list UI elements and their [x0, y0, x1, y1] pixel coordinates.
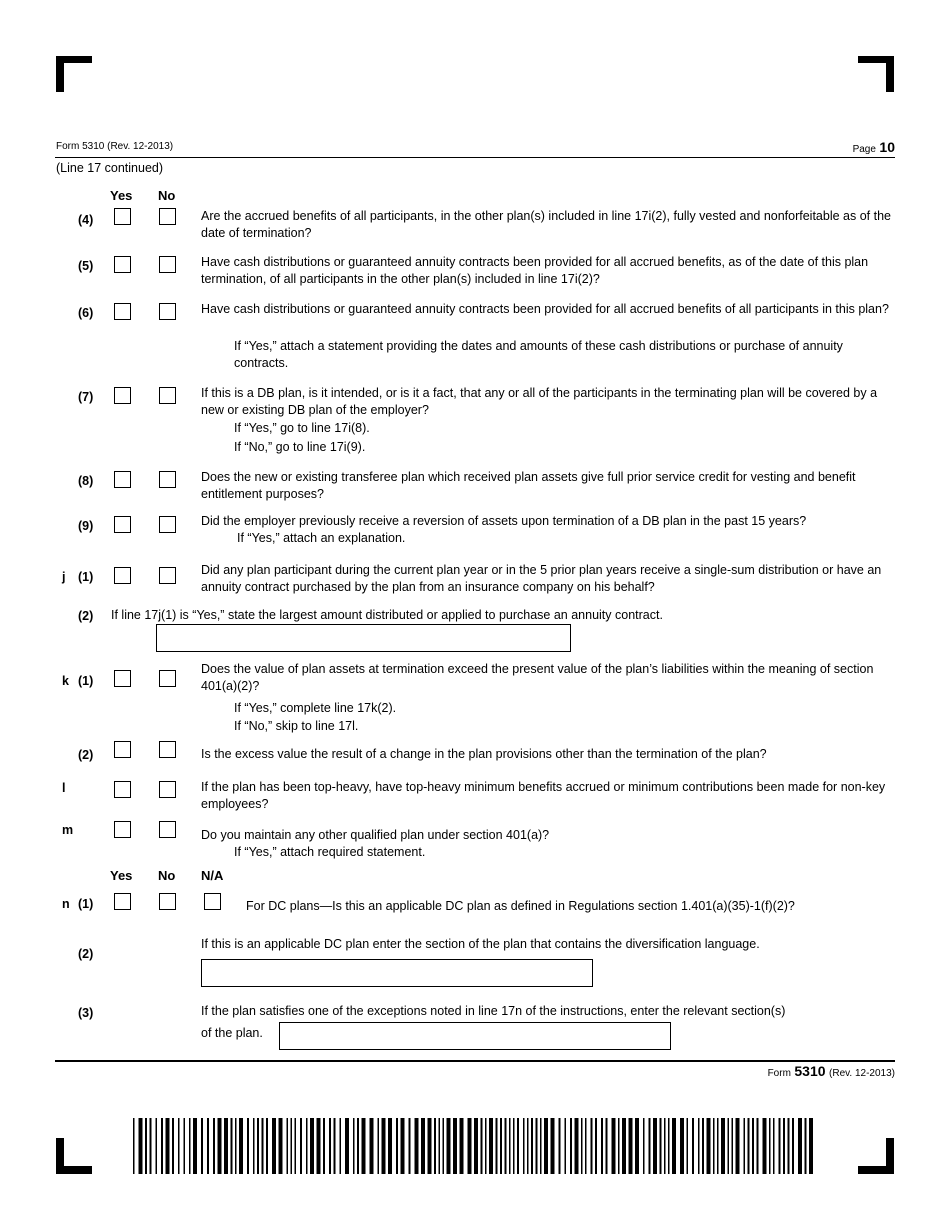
barcode-bar — [668, 1118, 670, 1174]
row-l-letter: l — [62, 781, 66, 795]
row-4-number: (4) — [78, 213, 94, 227]
barcode-bar — [565, 1118, 567, 1174]
barcode-bar — [184, 1118, 186, 1174]
barcode-bar — [300, 1118, 302, 1174]
barcode-bar — [172, 1118, 174, 1174]
barcode-bar — [680, 1118, 684, 1174]
row-6-question: Have cash distributions or guaranteed annuity contracts been provided for all accrued benefits of all participants in this plan? — [201, 302, 889, 316]
row-k-letter: k — [62, 674, 69, 688]
row-5-yes-checkbox[interactable] — [114, 256, 131, 273]
column-no: No — [158, 188, 176, 203]
barcode-bar — [474, 1118, 478, 1174]
row-9-yes-checkbox[interactable] — [114, 516, 131, 533]
row-k2-no-checkbox[interactable] — [159, 741, 176, 758]
barcode-bar — [489, 1118, 493, 1174]
barcode-bar — [536, 1118, 538, 1174]
page-number-value: 10 — [879, 139, 895, 155]
barcode-bar — [272, 1118, 276, 1174]
row-n3-question-cont: of the plan. — [201, 1026, 263, 1040]
row-6-instruction: If “Yes,” attach a statement providing the dates and amounts of these cash distributions or purchase of annuity contracts. — [234, 339, 843, 370]
row-n2-number: (2) — [78, 947, 94, 961]
barcode-bar — [687, 1118, 689, 1174]
barcode-bar — [672, 1118, 676, 1174]
barcode-bar — [752, 1118, 754, 1174]
barcode-bar — [635, 1118, 639, 1174]
barcode-bar — [329, 1118, 331, 1174]
barcode-bar — [409, 1118, 411, 1174]
barcode-bar — [559, 1118, 561, 1174]
row-7-yes-checkbox[interactable] — [114, 387, 131, 404]
barcode-bar — [382, 1118, 386, 1174]
barcode-bar — [643, 1118, 645, 1174]
row-7-instruction-yes: If “Yes,” go to line 17i(8). — [234, 421, 370, 435]
barcode-bar — [664, 1118, 666, 1174]
continued-label: (Line 17 continued) — [56, 161, 164, 175]
barcode-bar — [345, 1118, 349, 1174]
barcode-bar — [544, 1118, 548, 1174]
row-9-number: (9) — [78, 519, 94, 533]
barcode-bar — [201, 1118, 203, 1174]
barcode-bar — [531, 1118, 533, 1174]
barcode-bar — [783, 1118, 785, 1174]
row-n1-yes-checkbox[interactable] — [114, 893, 131, 910]
barcode-bar — [334, 1118, 336, 1174]
row-6-number: (6) — [78, 306, 94, 320]
page-word: Page — [852, 144, 876, 155]
barcode-bar — [618, 1118, 620, 1174]
barcode-bar — [306, 1118, 308, 1174]
row-7-question: If this is a DB plan, is it intended, or is it a fact, that any or all of the participants in the terminating plan will be covered by a new or existing DB plan of the employer? — [201, 386, 878, 417]
barcode-bar — [291, 1118, 293, 1174]
row-4-question: Are the accrued benefits of all participants, in the other plan(s) included in line 17i(2), fully vested and nonforfeitable as of the date of termination? — [201, 209, 891, 240]
footer-rev: (Rev. 12-2013) — [829, 1068, 895, 1079]
row-k1-question: Does the value of plan assets at termination exceed the present value of the plan’s liabilities within the meaning of section 401(a)(2)? — [201, 662, 874, 693]
barcode-bar — [310, 1118, 314, 1174]
barcode-bar — [156, 1118, 158, 1174]
barcode-bar — [447, 1118, 451, 1174]
barcode-bar — [551, 1118, 555, 1174]
barcode-bar — [421, 1118, 425, 1174]
row-9-question: Did the employer previously receive a reversion of assets upon termination of a DB plan in the past 15 years? — [201, 514, 807, 528]
barcode-bar — [468, 1118, 472, 1174]
barcode-bar — [513, 1118, 515, 1174]
barcode-bar — [601, 1118, 603, 1174]
crop-mark-bottom-left — [56, 1166, 92, 1174]
barcode-bar — [161, 1118, 163, 1174]
row-n3-question: If the plan satisfies one of the exceptions noted in line 17n of the instructions, enter the relevant section(s) — [201, 1004, 786, 1018]
barcode-bar — [253, 1118, 255, 1174]
crop-mark-top-right — [886, 56, 894, 92]
barcode-bar — [388, 1118, 392, 1174]
barcode-bar — [660, 1118, 662, 1174]
crop-mark-bottom-right — [858, 1166, 894, 1174]
barcode-bar — [595, 1118, 597, 1174]
barcode-bar — [231, 1118, 233, 1174]
footer-form-word: Form — [767, 1068, 791, 1079]
row-9-instruction: If “Yes,” attach an explanation. — [237, 531, 406, 545]
barcode-bar — [527, 1118, 529, 1174]
barcode-bar — [166, 1118, 170, 1174]
barcode-bar — [434, 1118, 436, 1174]
barcode-bar — [509, 1118, 511, 1174]
barcode-bar — [721, 1118, 725, 1174]
barcode-bar — [415, 1118, 419, 1174]
barcode-bar — [266, 1118, 268, 1174]
column-na: N/A — [201, 868, 224, 883]
row-n1-question: For DC plans—Is this an applicable DC plan as defined in Regulations section 1.401(a)(35)-1(f)(2)? — [246, 899, 795, 913]
barcode-bar — [496, 1118, 498, 1174]
barcode-bar — [247, 1118, 249, 1174]
barcode-bar — [428, 1118, 432, 1174]
barcode-bar — [692, 1118, 694, 1174]
column-no-2: No — [158, 868, 176, 883]
row-m-instruction: If “Yes,” attach required statement. — [234, 845, 426, 859]
row-8-no-checkbox[interactable] — [159, 471, 176, 488]
row-n3-number: (3) — [78, 1006, 94, 1020]
barcode-bar — [591, 1118, 593, 1174]
row-8-question: Does the new or existing transferee plan which received plan assets give full prior service credit for vesting and benefit entitlement purposes? — [201, 470, 856, 501]
barcode-bar — [732, 1118, 734, 1174]
row-m-yes-checkbox[interactable] — [114, 821, 131, 838]
form-label: Form 5310 (Rev. 12-2013) — [56, 141, 174, 152]
barcode-bar — [575, 1118, 579, 1174]
barcode-bar — [500, 1118, 502, 1174]
barcode-bar — [505, 1118, 507, 1174]
barcode-bar — [744, 1118, 746, 1174]
row-n1-number: (1) — [78, 897, 94, 911]
barcode-bar — [792, 1118, 794, 1174]
barcode-bar — [207, 1118, 209, 1174]
barcode-bar — [713, 1118, 715, 1174]
column-yes: Yes — [110, 188, 133, 203]
row-k1-number: (1) — [78, 674, 94, 688]
barcode-bar — [757, 1118, 759, 1174]
barcode-bar — [262, 1118, 264, 1174]
row-6-yes-checkbox[interactable] — [114, 303, 131, 320]
barcode-bar — [150, 1118, 152, 1174]
page-number — [820, 138, 895, 157]
barcode-bar — [357, 1118, 359, 1174]
barcode-bar — [779, 1118, 781, 1174]
barcode-bar — [798, 1118, 802, 1174]
row-m-letter: m — [62, 823, 74, 837]
row-k2-question: Is the excess value the result of a change in the plan provisions other than the termination of the plan? — [201, 747, 767, 761]
barcode-bar — [702, 1118, 704, 1174]
barcode-bar — [362, 1118, 366, 1174]
row-7-no-checkbox[interactable] — [159, 387, 176, 404]
row-5-no-checkbox[interactable] — [159, 256, 176, 273]
row-4-yes-checkbox[interactable] — [114, 208, 131, 225]
row-n2-question: If this is an applicable DC plan enter the section of the plan that contains the diversification language. — [201, 937, 760, 951]
row-j2-question: If line 17j(1) is “Yes,” state the largest amount distributed or applied to purchase an annuity contract. — [111, 608, 663, 622]
row-n3-section-field[interactable] — [279, 1022, 671, 1050]
footer-form-number: 5310 — [794, 1063, 826, 1079]
footer-form-label — [700, 1062, 895, 1081]
barcode-bar — [453, 1118, 457, 1174]
row-j1-question: Did any plan participant during the current plan year or in the 5 prior plan years receive a single-sum distribution or have an annuity contract purchased by the plan from an insurance company on his behalf? — [201, 563, 882, 594]
barcode-bar — [295, 1118, 297, 1174]
barcode-bar — [570, 1118, 572, 1174]
barcode-bar — [612, 1118, 616, 1174]
barcode-bar — [763, 1118, 767, 1174]
barcode-bar — [145, 1118, 147, 1174]
barcode — [133, 1118, 817, 1174]
row-l-question: If the plan has been top-heavy, have top-heavy minimum benefits accrued or minimum contributions been made for non-key employees? — [201, 780, 886, 811]
barcode-bar — [606, 1118, 608, 1174]
barcode-bar — [485, 1118, 487, 1174]
row-m-no-checkbox[interactable] — [159, 821, 176, 838]
barcode-bar — [439, 1118, 441, 1174]
barcode-bar — [809, 1118, 813, 1174]
row-j-letter: j — [62, 570, 66, 584]
barcode-bar — [279, 1118, 283, 1174]
barcode-bar — [707, 1118, 711, 1174]
row-n-letter: n — [62, 897, 70, 911]
row-k1-yes-checkbox[interactable] — [114, 670, 131, 687]
barcode-bar — [769, 1118, 771, 1174]
row-7-number: (7) — [78, 390, 94, 404]
row-n2-section-field[interactable] — [201, 959, 593, 987]
barcode-bar — [481, 1118, 483, 1174]
row-n1-no-checkbox[interactable] — [159, 893, 176, 910]
row-k2-number: (2) — [78, 748, 94, 762]
barcode-bar — [340, 1118, 342, 1174]
barcode-bar — [287, 1118, 289, 1174]
row-8-yes-checkbox[interactable] — [114, 471, 131, 488]
row-k1-instruction-yes: If “Yes,” complete line 17k(2). — [234, 701, 397, 715]
barcode-bar — [323, 1118, 325, 1174]
row-6-no-checkbox[interactable] — [159, 303, 176, 320]
barcode-bar — [443, 1118, 445, 1174]
barcode-bar — [736, 1118, 740, 1174]
barcode-bar — [698, 1118, 700, 1174]
row-j2-amount-field[interactable] — [156, 624, 571, 652]
barcode-bar — [257, 1118, 259, 1174]
row-j1-number: (1) — [78, 570, 94, 584]
barcode-bar — [370, 1118, 374, 1174]
column-yes-2: Yes — [110, 868, 133, 883]
barcode-bar — [213, 1118, 215, 1174]
barcode-bar — [805, 1118, 807, 1174]
row-j1-no-checkbox[interactable] — [159, 567, 176, 584]
barcode-bar — [629, 1118, 633, 1174]
barcode-bar — [717, 1118, 719, 1174]
barcode-bar — [218, 1118, 222, 1174]
row-k2-yes-checkbox[interactable] — [114, 741, 131, 758]
barcode-bar — [133, 1118, 135, 1174]
row-k1-no-checkbox[interactable] — [159, 670, 176, 687]
row-5-question: Have cash distributions or guaranteed annuity contracts been provided for all accrued benefits, as of the date of this plan termination, of all participants in the other plan(s) included in line 17i(2)? — [201, 255, 869, 286]
barcode-bar — [788, 1118, 790, 1174]
row-l-yes-checkbox[interactable] — [114, 781, 131, 798]
barcode-bar — [378, 1118, 380, 1174]
row-n1-na-checkbox[interactable] — [204, 893, 221, 910]
barcode-bar — [581, 1118, 583, 1174]
barcode-bar — [224, 1118, 228, 1174]
barcode-bar — [239, 1118, 243, 1174]
row-5-number: (5) — [78, 259, 94, 273]
barcode-bar — [396, 1118, 398, 1174]
row-j2-number: (2) — [78, 609, 94, 623]
barcode-bar — [523, 1118, 525, 1174]
header-rule — [55, 157, 895, 158]
crop-mark-top-left — [56, 56, 64, 92]
barcode-bar — [748, 1118, 750, 1174]
row-7-instruction-no: If “No,” go to line 17i(9). — [234, 440, 366, 454]
barcode-bar — [653, 1118, 657, 1174]
barcode-bar — [139, 1118, 143, 1174]
row-j1-yes-checkbox[interactable] — [114, 567, 131, 584]
barcode-bar — [517, 1118, 519, 1174]
barcode-bar — [540, 1118, 542, 1174]
barcode-bar — [622, 1118, 626, 1174]
row-8-number: (8) — [78, 474, 94, 488]
row-9-no-checkbox[interactable] — [159, 516, 176, 533]
barcode-bar — [585, 1118, 587, 1174]
barcode-bar — [773, 1118, 775, 1174]
barcode-bar — [460, 1118, 464, 1174]
row-4-no-checkbox[interactable] — [159, 208, 176, 225]
barcode-bar — [235, 1118, 237, 1174]
barcode-bar — [401, 1118, 405, 1174]
barcode-bar — [193, 1118, 197, 1174]
barcode-bar — [178, 1118, 180, 1174]
barcode-bar — [728, 1118, 730, 1174]
row-l-no-checkbox[interactable] — [159, 781, 176, 798]
barcode-bar — [189, 1118, 191, 1174]
row-m-question: Do you maintain any other qualified plan under section 401(a)? — [201, 828, 550, 842]
barcode-bar — [317, 1118, 321, 1174]
barcode-bar — [353, 1118, 355, 1174]
row-k1-instruction-no: If “No,” skip to line 17l. — [234, 719, 359, 733]
barcode-bar — [649, 1118, 651, 1174]
